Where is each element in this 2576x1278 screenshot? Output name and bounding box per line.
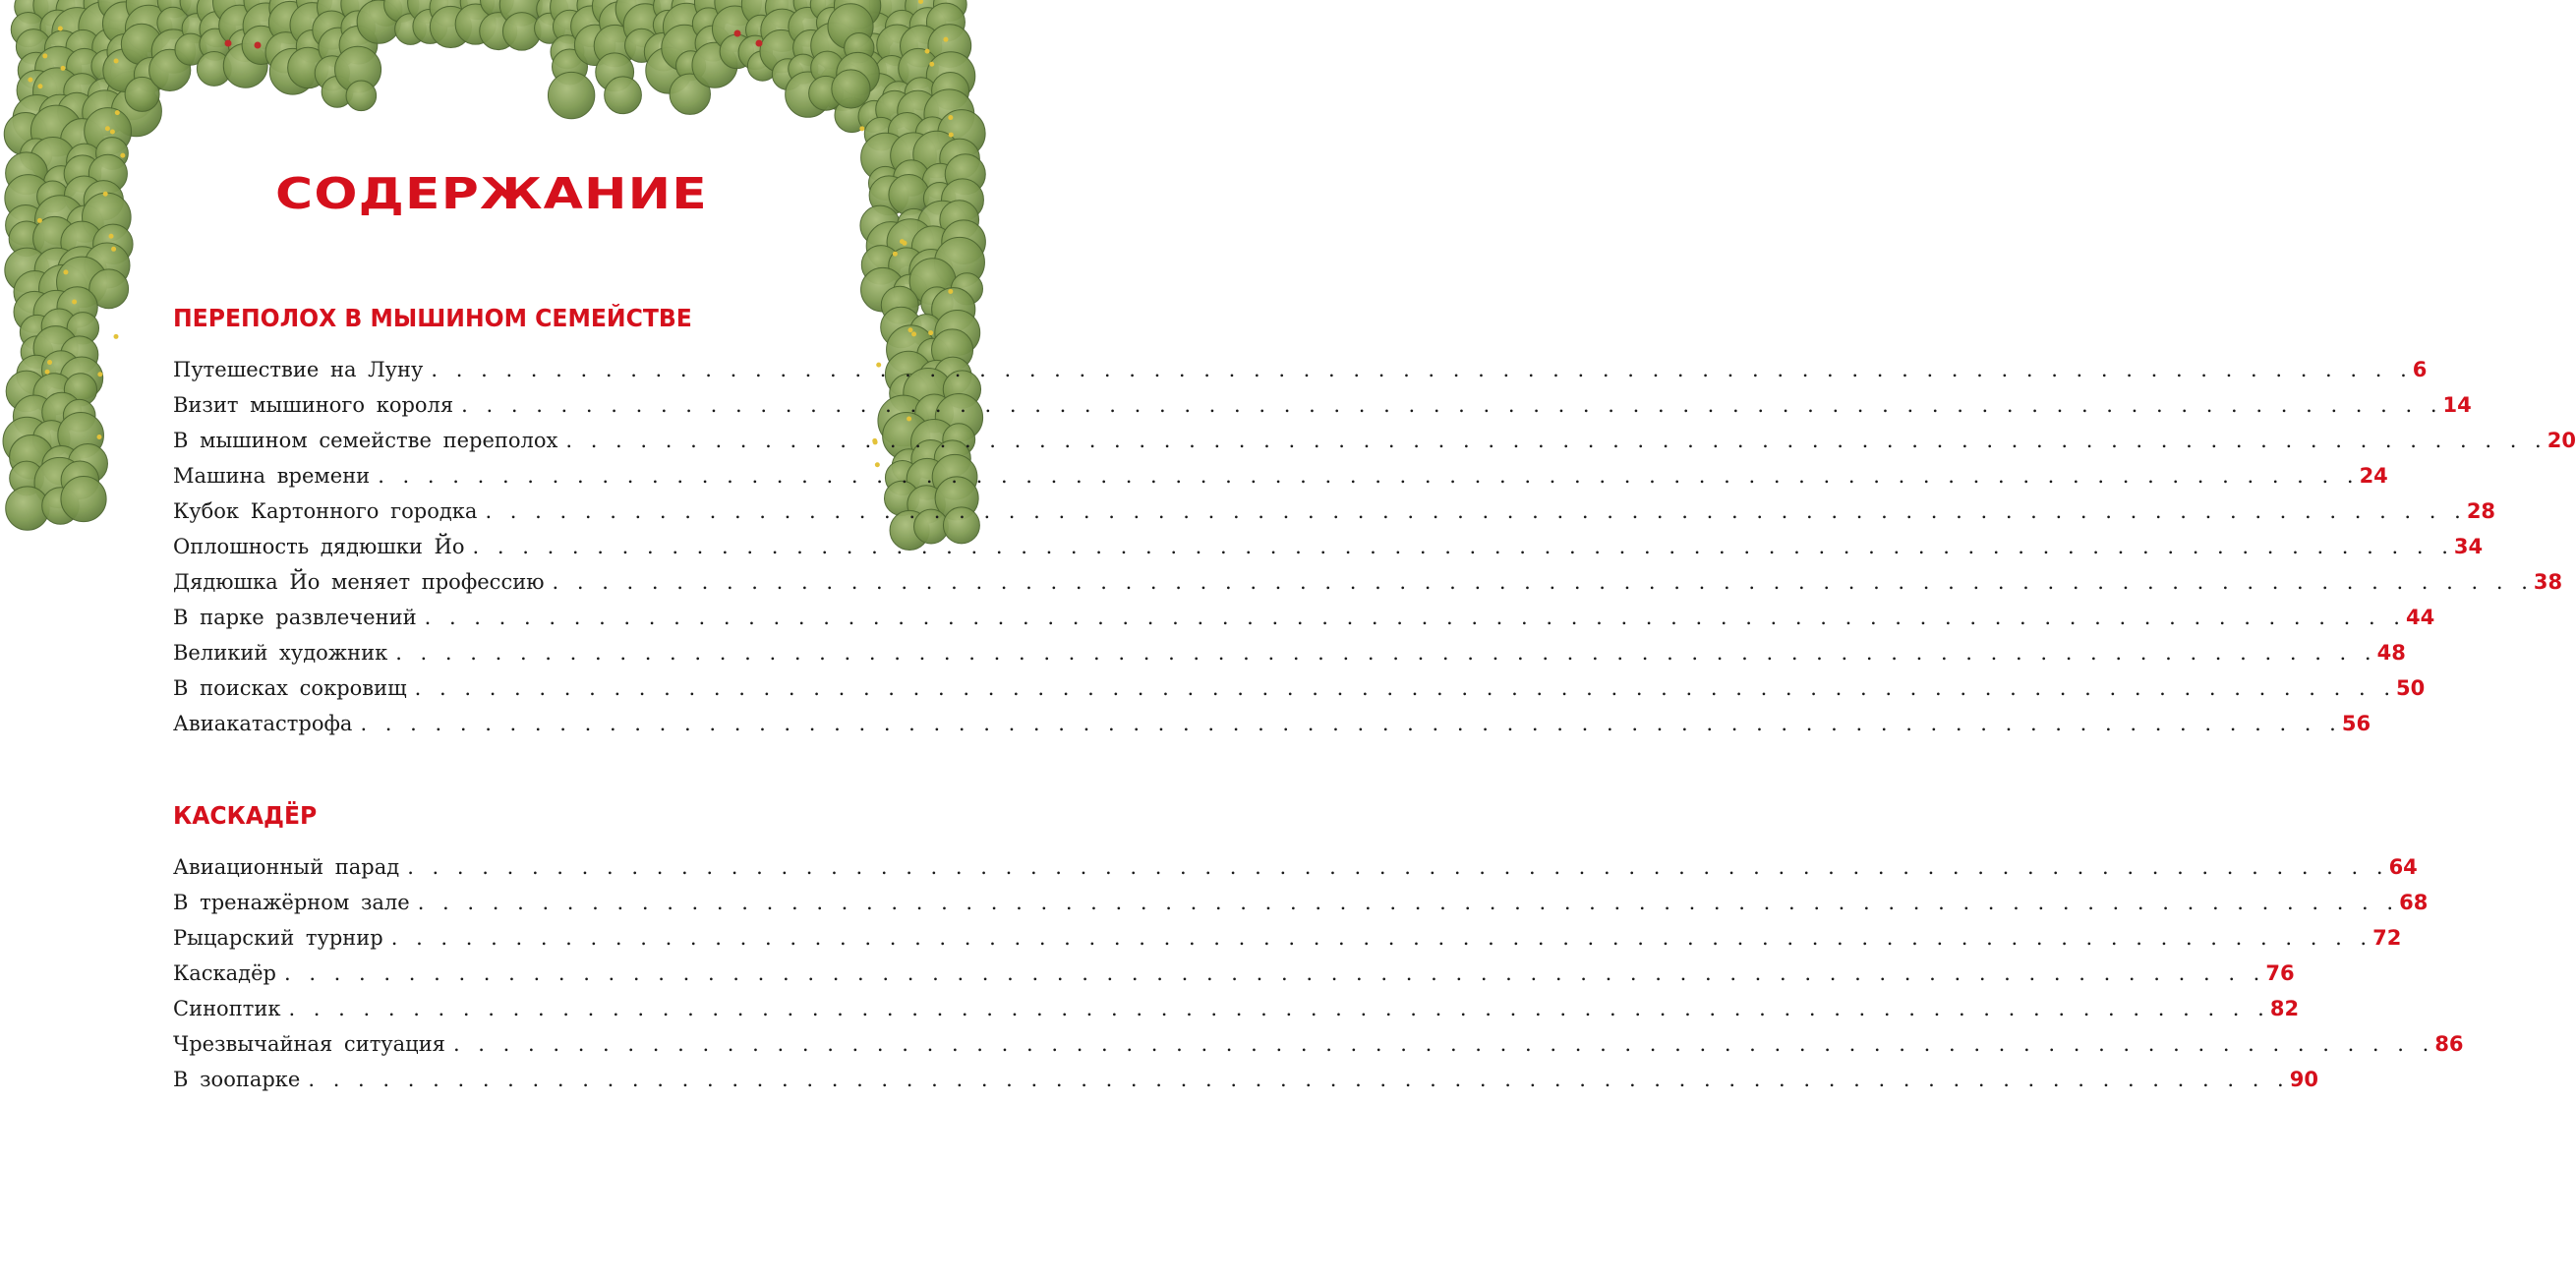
toc-entry-page: 28	[2466, 499, 2496, 523]
dot-leader: . . . . . . . . . . . . . . . . . . . . . . . . . . . . . . . . . . . . . . . . . . . . . . . . . . . . . . . . . . . . . . . . . . . . . . . . . . . . . . . .	[417, 891, 2400, 914]
toc-entry-page: 68	[2399, 891, 2429, 914]
toc-entry	[173, 849, 2418, 885]
toc-entry	[173, 423, 2576, 458]
toc-entry-label: Чрезвычайная ситуация	[173, 1032, 445, 1056]
toc-entry-page: 90	[2289, 1068, 2318, 1091]
toc-entry-page: 76	[2265, 961, 2295, 985]
toc-entry-label: Каскадёр	[173, 961, 276, 985]
page-title: СОДЕРЖАНИЕ	[275, 169, 708, 219]
toc-entry-label: Дядюшка Йо меняет профессию	[173, 570, 545, 594]
dot-leader: . . . . . . . . . . . . . . . . . . . . . . . . . . . . . . . . . . . . . . . . . . . . . . . . . . . . . . . . . . . . . . . . . . . . . . . . . . . . . . . .	[283, 961, 2266, 985]
toc-entry-page: 34	[2453, 535, 2484, 558]
dot-leader: . . . . . . . . . . . . . . . . . . . . . . . . . . . . . . . . . . . . . . . . . . . . . . . . . . . . . . . . . . . . . . . . . . . . . . . . . . . . . . . .	[390, 926, 2373, 950]
toc-entry	[173, 920, 2402, 956]
toc-list	[173, 849, 2464, 1097]
toc-entry	[173, 1026, 2464, 1062]
toc-entry	[173, 885, 2429, 920]
toc-entry	[173, 352, 2428, 387]
toc-entry-page: 50	[2396, 676, 2426, 700]
toc-entry-page: 38	[2533, 570, 2563, 594]
toc-entry-page: 20	[2547, 429, 2576, 452]
dot-leader: . . . . . . . . . . . . . . . . . . . . . . . . . . . . . . . . . . . . . . . . . . . . . . . . . . . . . . . . . . . . . . . . . . . . . . . . . . . . . . . .	[472, 535, 2454, 558]
dot-leader: . . . . . . . . . . . . . . . . . . . . . . . . . . . . . . . . . . . . . . . . . . . . . . . . . . . . . . . . . . . . . . . . . . . . . . . . . . . . . . . .	[308, 1068, 2290, 1091]
toc-entry-label: Кубок Картонного городка	[173, 499, 478, 523]
toc-entry-label: В зоопарке	[173, 1068, 301, 1091]
toc-entry-label: Визит мышиного короля	[173, 393, 454, 417]
toc-entry-page: 24	[2359, 464, 2388, 488]
dot-leader: . . . . . . . . . . . . . . . . . . . . . . . . . . . . . . . . . . . . . . . . . . . . . . . . . . . . . . . . . . . . . . . . . . . . . . . . . . . . . . . .	[565, 429, 2547, 452]
toc-entry-page: 72	[2372, 926, 2402, 950]
toc-entry-page: 56	[2341, 712, 2371, 735]
toc-entry-label: Авиакатастрофа	[173, 712, 353, 735]
dot-leader: . . . . . . . . . . . . . . . . . . . . . . . . . . . . . . . . . . . . . . . . . . . . . . . . . . . . . . . . . . . . . . . . . . . . . . . . . . . . . . . .	[407, 855, 2389, 879]
dot-leader: . . . . . . . . . . . . . . . . . . . . . . . . . . . . . . . . . . . . . . . . . . . . . . . . . . . . . . . . . . . . . . . . . . . . . . . . . . . . . . . .	[431, 358, 2413, 381]
dot-leader: . . . . . . . . . . . . . . . . . . . . . . . . . . . . . . . . . . . . . . . . . . . . . . . . . . . . . . . . . . . . . . . . . . . . . . . . . . . . . . . .	[378, 464, 2360, 488]
dot-leader: . . . . . . . . . . . . . . . . . . . . . . . . . . . . . . . . . . . . . . . . . . . . . . . . . . . . . . . . . . . . . . . . . . . . . . . . . . . . . . . .	[485, 499, 2467, 523]
section-title: КАСКАДЁР	[173, 801, 318, 830]
toc-entry-label: Путешествие на Луну	[173, 358, 424, 381]
toc-entry	[173, 670, 2426, 706]
toc-entry-label: В мышином семействе переполох	[173, 429, 558, 452]
toc-entry	[173, 706, 2371, 741]
section-mouse-family	[173, 301, 2576, 741]
toc-entry-label: В парке развлечений	[173, 606, 417, 629]
toc-entry-page: 82	[2269, 997, 2300, 1020]
toc-entry-label: Машина времени	[173, 464, 371, 488]
toc-entry-label: В поисках сокровищ	[173, 676, 407, 700]
toc-entry-label: Великий художник	[173, 641, 388, 665]
toc-list	[173, 352, 2576, 741]
toc-entry-page: 86	[2434, 1032, 2464, 1056]
dot-leader: . . . . . . . . . . . . . . . . . . . . . . . . . . . . . . . . . . . . . . . . . . . . . . . . . . . . . . . . . . . . . . . . . . . . . . . . . . . . . . . .	[414, 676, 2397, 700]
section-stuntman	[173, 798, 2464, 1097]
toc-entry	[173, 458, 2388, 494]
dot-leader: . . . . . . . . . . . . . . . . . . . . . . . . . . . . . . . . . . . . . . . . . . . . . . . . . . . . . . . . . . . . . . . . . . . . . . . . . . . . . . . .	[552, 570, 2534, 594]
dot-leader: . . . . . . . . . . . . . . . . . . . . . . . . . . . . . . . . . . . . . . . . . . . . . . . . . . . . . . . . . . . . . . . . . . . . . . . . . . . . . . . .	[360, 712, 2342, 735]
toc-entry	[173, 529, 2484, 564]
section-title: ПЕРЕПОЛОХ В МЫШИНОМ СЕМЕЙСТВЕ	[173, 304, 692, 332]
toc-entry-label: Рыцарский турнир	[173, 926, 383, 950]
toc-entry	[173, 387, 2472, 423]
toc-entry	[173, 635, 2406, 670]
toc-entry	[173, 1062, 2318, 1097]
dot-leader: . . . . . . . . . . . . . . . . . . . . . . . . . . . . . . . . . . . . . . . . . . . . . . . . . . . . . . . . . . . . . . . . . . . . . . . . . . . . . . . .	[452, 1032, 2435, 1056]
toc-entry-page: 48	[2376, 641, 2406, 665]
toc-entry-page: 6	[2412, 358, 2428, 381]
dot-leader: . . . . . . . . . . . . . . . . . . . . . . . . . . . . . . . . . . . . . . . . . . . . . . . . . . . . . . . . . . . . . . . . . . . . . . . . . . . . . . . .	[288, 997, 2270, 1020]
toc-entry-label: Оплошность дядюшки Йо	[173, 535, 465, 558]
toc-entry	[173, 564, 2563, 600]
toc-entry-page: 14	[2442, 393, 2472, 417]
toc-entry-page: 44	[2405, 606, 2435, 629]
toc-entry	[173, 600, 2435, 635]
dot-leader: . . . . . . . . . . . . . . . . . . . . . . . . . . . . . . . . . . . . . . . . . . . . . . . . . . . . . . . . . . . . . . . . . . . . . . . . . . . . . . . .	[461, 393, 2443, 417]
toc-entry-label: Авиационный парад	[173, 855, 400, 879]
dot-leader: . . . . . . . . . . . . . . . . . . . . . . . . . . . . . . . . . . . . . . . . . . . . . . . . . . . . . . . . . . . . . . . . . . . . . . . . . . . . . . . .	[395, 641, 2377, 665]
toc-entry-page: 64	[2388, 855, 2418, 879]
dot-leader: . . . . . . . . . . . . . . . . . . . . . . . . . . . . . . . . . . . . . . . . . . . . . . . . . . . . . . . . . . . . . . . . . . . . . . . . . . . . . . . .	[424, 606, 2406, 629]
toc-entry	[173, 956, 2295, 991]
toc-entry	[173, 991, 2300, 1026]
toc-entry-label: В тренажёрном зале	[173, 891, 410, 914]
toc-entry	[173, 494, 2496, 529]
toc-entry-label: Синоптик	[173, 997, 281, 1020]
